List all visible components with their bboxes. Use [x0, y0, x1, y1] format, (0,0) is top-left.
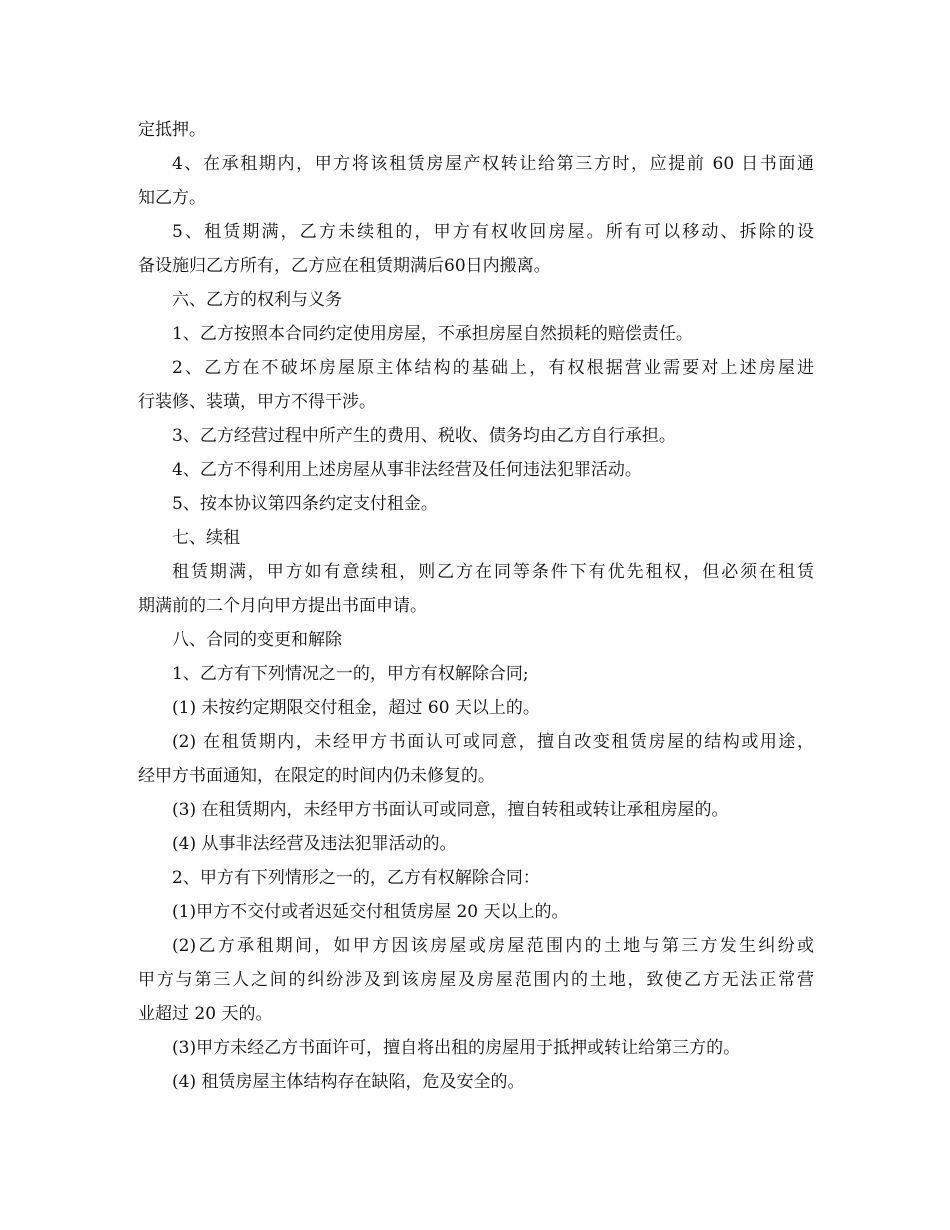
text-line: 知乙方。 — [138, 188, 206, 208]
text-line: 业超过 20 天的。 — [138, 1004, 273, 1024]
text-line: (2) 在租赁期内，未经甲方书面认可或同意，擅自改变租赁房屋的结构或用途， — [172, 732, 814, 752]
text-line: 六、乙方的权利与义务 — [172, 290, 342, 310]
text-line: (3) 在租赁期内，未经甲方书面认可或同意，擅自转租或转让承租房屋的。 — [172, 800, 729, 820]
text-line: 八、合同的变更和解除 — [172, 630, 342, 650]
text-line: 租赁期满，甲方如有意续租，则乙方在同等条件下有优先租权，但必须在租赁 — [172, 562, 814, 582]
text-line: 2、甲方有下列情形之一的，乙方有权解除合同： — [172, 868, 540, 888]
text-line: 4、在承租期内，甲方将该租赁房屋产权转让给第三方时，应提前 60 日书面通 — [172, 154, 814, 174]
text-line: 1、乙方按照本合同约定使用房屋，不承担房屋自然损耗的赔偿责任。 — [172, 324, 693, 344]
text-line: 期满前的二个月向甲方提出书面申请。 — [138, 596, 427, 616]
text-line: (4) 租赁房屋主体结构存在缺陷，危及安全的。 — [172, 1072, 525, 1092]
text-line: 七、续租 — [172, 528, 240, 548]
text-line: (1)甲方不交付或者迟延交付租赁房屋 20 天以上的。 — [172, 902, 569, 922]
text-line: 1、乙方有下列情况之一的，甲方有权解除合同; — [172, 664, 529, 684]
text-line: 定抵押。 — [138, 120, 206, 140]
text-line: 行装修、装璜，甲方不得干涉。 — [138, 392, 376, 412]
text-line: 2、乙方在不破坏房屋原主体结构的基础上，有权根据营业需要对上述房屋进 — [172, 358, 814, 378]
text-line: (4) 从事非法经营及违法犯罪活动的。 — [172, 834, 457, 854]
text-line: (2)乙方承租期间，如甲方因该房屋或房屋范围内的土地与第三方发生纠纷或 — [172, 936, 814, 956]
text-line: (1) 未按约定期限交付租金，超过 60 天以上的。 — [172, 698, 540, 718]
text-line: 备设施归乙方所有，乙方应在租赁期满后60日内搬离。 — [138, 256, 551, 276]
text-line: (3)甲方未经乙方书面许可，擅自将出租的房屋用于抵押或转让给第三方的。 — [172, 1038, 741, 1058]
text-line: 5、租赁期满，乙方未续租的，甲方有权收回房屋。所有可以移动、拆除的设 — [172, 222, 814, 242]
document-body — [138, 113, 814, 1099]
text-line: 甲方与第三人之间的纠纷涉及到该房屋及房屋范围内的土地，致使乙方无法正常营 — [138, 970, 814, 990]
text-line: 3、乙方经营过程中所产生的费用、税收、债务均由乙方自行承担。 — [172, 426, 676, 446]
text-line: 4、乙方不得利用上述房屋从事非法经营及任何违法犯罪活动。 — [172, 460, 642, 480]
text-line: 5、按本协议第四条约定支付租金。 — [172, 494, 438, 514]
text-line: 经甲方书面通知，在限定的时间内仍未修复的。 — [138, 766, 495, 786]
